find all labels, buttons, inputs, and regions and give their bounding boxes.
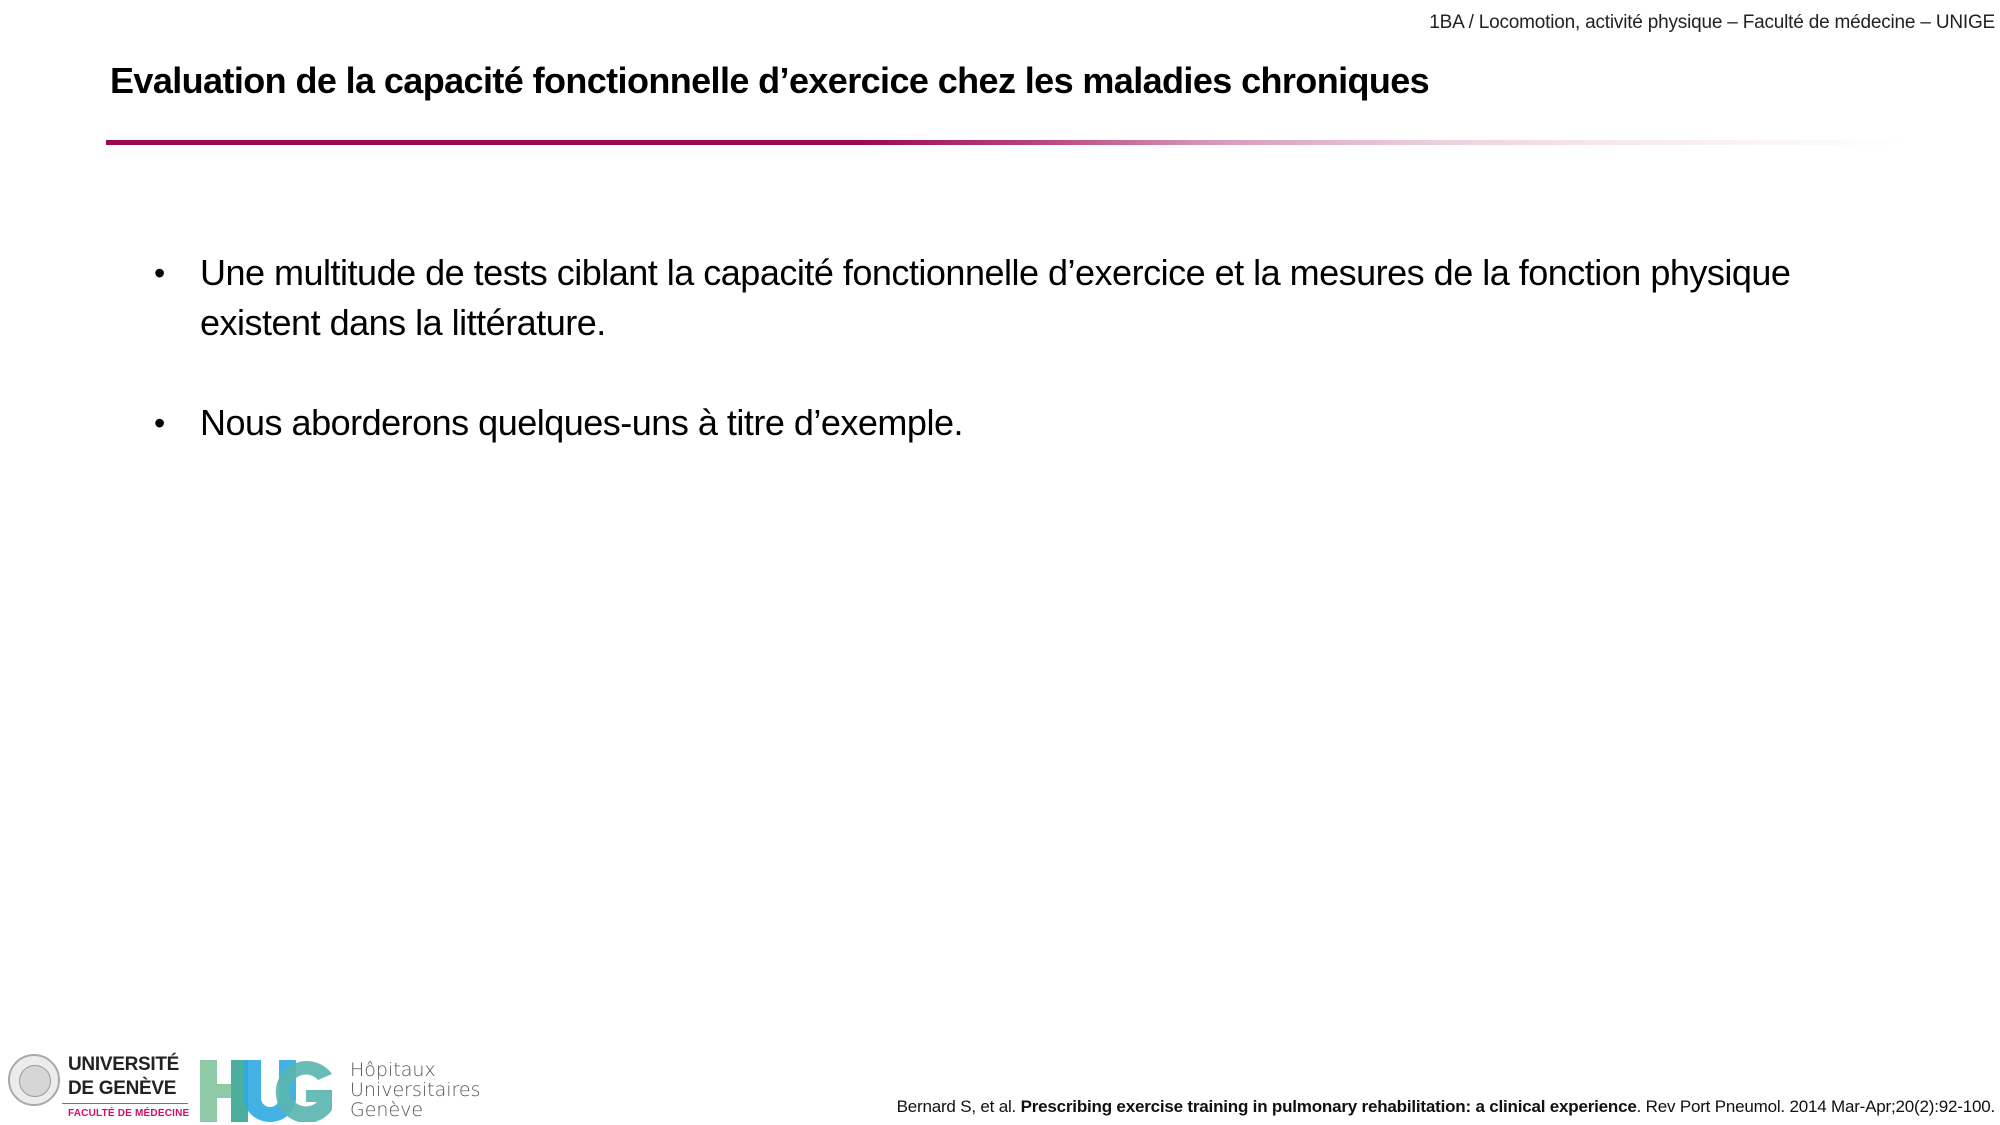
title-gradient-rule <box>106 140 1906 145</box>
hug-line2: Universitaires <box>350 1079 481 1101</box>
course-header: 1BA / Locomotion, activité physique – Faculté de médecine – UNIGE <box>1429 12 1995 33</box>
reference-authors: Bernard S, et al. <box>896 1097 1021 1116</box>
unige-name-line2: DE GENÈVE <box>68 1078 177 1099</box>
reference-citation <box>897 1097 1995 1117</box>
reference-title: Prescribing exercise training in pulmonary rehabilitation: a clinical experience <box>1020 1097 1637 1116</box>
bullet-text: Nous aborderons quelques-uns à titre d’exemple. <box>200 402 963 443</box>
bullet-item <box>150 398 1800 448</box>
unige-divider <box>62 1103 188 1104</box>
unige-faculty: FACULTÉ DE MÉDECINE <box>68 1108 190 1119</box>
slide-title: Evaluation de la capacité fonctionnelle d’exercice chez les maladies chroniques <box>110 60 1430 101</box>
seal-eagle-key-icon <box>19 1065 51 1097</box>
hug-line3: Genève <box>350 1099 424 1121</box>
bullet-icon: • <box>154 255 165 291</box>
bullet-icon: • <box>154 405 165 441</box>
unige-name-line1: UNIVERSITÉ <box>68 1054 180 1075</box>
hug-line1: Hôpitaux <box>350 1059 436 1081</box>
unige-logo <box>8 1050 190 1120</box>
reference-source: . Rev Port Pneumol. 2014 Mar-Apr;20(2):92-100. <box>1636 1097 1995 1116</box>
bullet-list <box>150 248 1800 498</box>
hug-wordmark <box>350 1060 481 1120</box>
university-seal-icon <box>8 1054 60 1106</box>
hug-logo <box>200 1058 480 1122</box>
bullet-text: Une multitude de tests ciblant la capacité fonctionnelle d’exercice et la mesures de la fonction physique existent dans la littérature. <box>200 252 1791 343</box>
hug-mark-icon <box>200 1060 332 1122</box>
bullet-item <box>150 248 1800 348</box>
